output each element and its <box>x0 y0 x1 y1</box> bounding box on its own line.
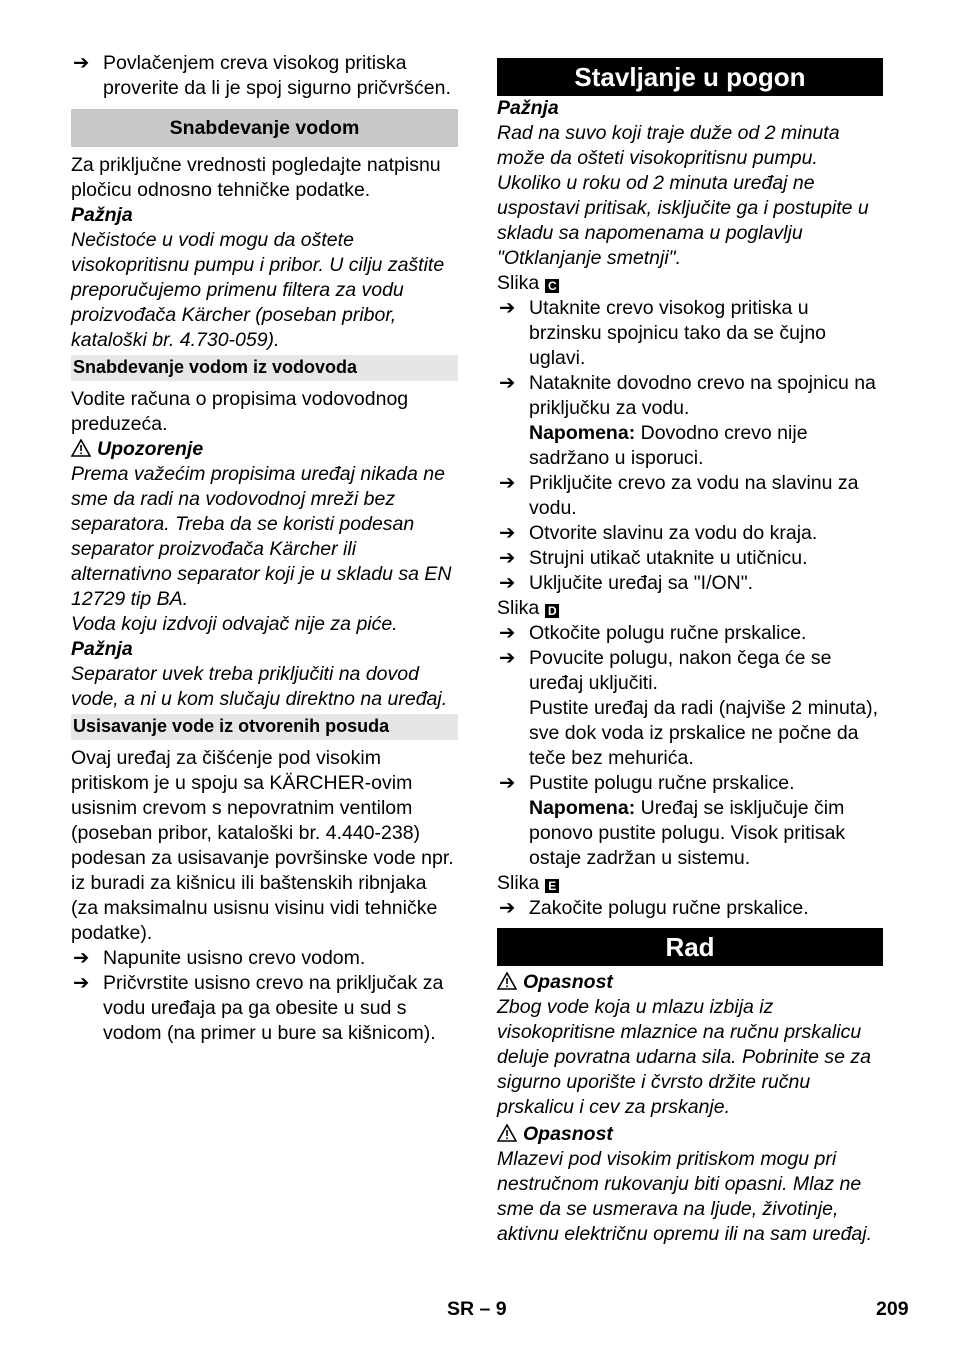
list-item: ➔ Napunite usisno crevo vodom. <box>73 947 366 969</box>
danger-heading: Opasnost <box>497 970 883 995</box>
figure-c-icon: C <box>545 279 559 293</box>
arrow-right-icon: ➔ <box>499 372 516 394</box>
warning-triangle-icon <box>71 439 91 457</box>
list-item: ➔ Povucite polugu, nakon čega će se uređaj uključiti. <box>499 647 832 694</box>
arrow-right-icon: ➔ <box>499 897 516 919</box>
arrow-right-icon: ➔ <box>499 297 516 319</box>
warning-heading: Upozorenje <box>71 437 458 462</box>
figure-d-icon: D <box>545 604 559 618</box>
left-column <box>71 51 458 1046</box>
attention-label: Pažnja <box>71 638 133 660</box>
danger-text: Zbog vode koja u mlazu izbija iz visokopritisne mlaznice na ručnu prskalicu deluje povratna udarna sila. Pobrinite se za sigurno uporište i čvrsto držite ručnu prskalicu i cev za prskanje. <box>497 996 871 1118</box>
note: Napomena: Uređaj se isključuje čim ponovo pustite polugu. Visok pritisak ostaje zadržan u sistemu. <box>529 797 846 869</box>
warning-text: Prema važećim propisima uređaj nikada ne sme da radi na vodovodnoj mreži bez separatora. Treba da se koristi podesan separator proizvođača Kärcher ili alternativno separator koji je u skladu sa EN 12729 tip BA. <box>71 463 452 610</box>
arrow-right-icon: ➔ <box>499 622 516 644</box>
list-item: ➔ Utaknite crevo visokog pritiska u brzinsku spojnicu tako da se čujno uglavi. <box>499 297 827 369</box>
warning-text-2: Voda koju izdvoji odvajač nije za piće. <box>71 613 398 635</box>
list-item: ➔ Zakočite polugu ručne prskalice. <box>499 897 809 919</box>
arrow-right-icon: ➔ <box>499 472 516 494</box>
attention-text: Nečistoće u vodi mogu da oštete visokopritisnu pumpu i pribor. U cilju zaštite preporučujemo primenu filtera za vodu proizvođača Kärcher (poseban pribor, kataloški br. 4.730-059). <box>71 229 445 351</box>
list-item: ➔ Otvorite slavinu za vodu do kraja. <box>499 522 818 544</box>
list-item: ➔ Priključite crevo za vodu na slavinu za vodu. <box>499 472 859 519</box>
arrow-right-icon: ➔ <box>499 772 516 794</box>
attention-text: Separator uvek treba priključiti na dovod vode, a ni u kom slučaju direktno na uređaj. <box>71 663 448 710</box>
right-column <box>497 58 883 1247</box>
list-item: ➔ Nataknite dovodno crevo na spojnicu na priključku za vodu. <box>499 372 876 419</box>
note: Napomena: Dovodno crevo nije sadržano u isporuci. <box>529 422 808 469</box>
list-item: ➔ Uključite uređaj sa "I/ON". <box>499 572 754 594</box>
subheading-mains-supply: Snabdevanje vodom iz vodovoda <box>71 355 458 381</box>
paragraph: Ovaj uređaj za čišćenje pod visokim pritiskom je u spoju sa KÄRCHER-ovim usisnim crevom s nepovratnim ventilom (poseban pribor, kataloški br. 4.440-238) podesan za usisavanje površinske vode npr. iz buradi za kišnicu ili baštenskih ribnjaka (za maksimalnu usisnu visinu vidi tehničke podatke). <box>71 747 454 944</box>
attention-label: Pažnja <box>497 97 559 119</box>
list-item: ➔ Otkočite polugu ručne prskalice. <box>499 622 807 644</box>
paragraph: Za priključne vrednosti pogledajte natpisnu pločicu odnosno tehničke podatke. <box>71 154 441 201</box>
page-number: 209 <box>876 1298 909 1320</box>
arrow-right-icon: ➔ <box>499 572 516 594</box>
paragraph: Pustite uređaj da radi (najviše 2 minuta), sve dok voda iz prskalice ne počne da teče bez mehurića. <box>529 697 879 769</box>
list-item: ➔ Pustite polugu ručne prskalice. <box>499 772 795 794</box>
figure-ref-c: Slika C <box>497 271 883 296</box>
list-item: ➔ Povlačenjem creva visokog pritiska proverite da li je spoj sigurno pričvršćen. <box>73 52 451 99</box>
arrow-right-icon: ➔ <box>499 547 516 569</box>
section-heading-operation: Rad <box>497 928 883 966</box>
arrow-right-icon: ➔ <box>73 972 90 994</box>
list-item: ➔ Strujni utikač utaknite u utičnicu. <box>499 547 808 569</box>
warning-triangle-icon <box>497 1124 517 1142</box>
section-heading-water-supply: Snabdevanje vodom <box>71 109 458 147</box>
list-item: ➔ Pričvrstite usisno crevo na priključak za vodu uređaja pa ga obesite u sud s vodom (na primer u bure sa kišnicom). <box>73 972 444 1044</box>
arrow-right-icon: ➔ <box>499 647 516 669</box>
paragraph: Vodite računa o propisima vodovodnog preduzeća. <box>71 388 409 435</box>
attention-label: Pažnja <box>71 204 133 226</box>
footer-section-label: SR – 9 <box>447 1298 507 1320</box>
arrow-right-icon: ➔ <box>73 947 90 969</box>
figure-ref-e: Slika E <box>497 871 883 896</box>
danger-heading: Opasnost <box>497 1122 883 1147</box>
figure-ref-d: Slika D <box>497 596 883 621</box>
subheading-open-containers: Usisavanje vode iz otvorenih posuda <box>71 714 458 740</box>
section-heading-start-up: Stavljanje u pogon <box>497 58 883 96</box>
warning-triangle-icon <box>497 972 517 990</box>
arrow-right-icon: ➔ <box>499 522 516 544</box>
figure-e-icon: E <box>545 879 559 893</box>
danger-text: Mlazevi pod visokim pritiskom mogu pri nestručnom rukovanju biti opasni. Mlaz ne sme da se usmerava na ljude, životinje, aktivnu električnu opremu ili na sam uređaj. <box>497 1148 873 1245</box>
attention-text: Rad na suvo koji traje duže od 2 minuta može da ošteti visokopritisnu pumpu. Ukoliko u roku od 2 minuta uređaj ne uspostavi pritisak, isključite ga i postupite u skladu sa napomenama u poglavlju "Otklanjanje smetnji". <box>497 122 869 269</box>
arrow-right-icon: ➔ <box>73 52 90 74</box>
